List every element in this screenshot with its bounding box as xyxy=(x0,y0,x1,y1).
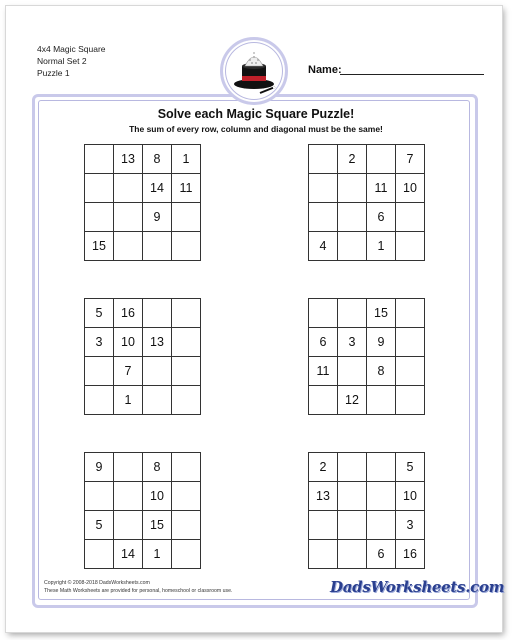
empty-cell[interactable] xyxy=(85,145,114,174)
grid-row xyxy=(309,540,425,569)
empty-cell[interactable] xyxy=(172,299,201,328)
empty-cell[interactable] xyxy=(143,299,172,328)
given-number-cell: 7 xyxy=(396,145,425,174)
given-number-cell: 1 xyxy=(143,540,172,569)
grid-row xyxy=(85,232,201,261)
empty-cell[interactable] xyxy=(309,174,338,203)
given-number-cell: 8 xyxy=(143,453,172,482)
given-number-cell: 5 xyxy=(85,299,114,328)
instructions-subtitle: The sum of every row, column and diagonal must be the same! xyxy=(129,124,383,134)
given-number-cell: 15 xyxy=(143,511,172,540)
empty-cell[interactable] xyxy=(172,232,201,261)
given-number-cell: 1 xyxy=(114,386,143,415)
given-number-cell: 3 xyxy=(338,328,367,357)
given-number-cell: 6 xyxy=(309,328,338,357)
given-number-cell: 6 xyxy=(367,540,396,569)
given-number-cell: 16 xyxy=(114,299,143,328)
empty-cell[interactable] xyxy=(338,357,367,386)
empty-cell[interactable] xyxy=(309,511,338,540)
grid-row xyxy=(85,174,201,203)
empty-cell[interactable] xyxy=(172,357,201,386)
grid-row xyxy=(85,386,201,415)
empty-cell[interactable] xyxy=(172,511,201,540)
grid-row xyxy=(309,357,425,386)
given-number-cell: 16 xyxy=(396,540,425,569)
grid-row xyxy=(85,511,201,540)
empty-cell[interactable] xyxy=(338,482,367,511)
empty-cell[interactable] xyxy=(114,511,143,540)
empty-cell[interactable] xyxy=(396,357,425,386)
magic-square-2 xyxy=(308,144,425,261)
empty-cell[interactable] xyxy=(172,540,201,569)
empty-cell[interactable] xyxy=(172,482,201,511)
grid-row xyxy=(85,328,201,357)
empty-cell[interactable] xyxy=(85,203,114,232)
magic-square-1 xyxy=(84,144,201,261)
grid-row xyxy=(309,453,425,482)
logo-badge xyxy=(220,37,288,105)
empty-cell[interactable] xyxy=(114,482,143,511)
given-number-cell: 4 xyxy=(309,232,338,261)
empty-cell[interactable] xyxy=(309,145,338,174)
given-number-cell: 15 xyxy=(85,232,114,261)
given-number-cell: 8 xyxy=(367,357,396,386)
given-number-cell: 7 xyxy=(114,357,143,386)
grid-row xyxy=(309,328,425,357)
empty-cell[interactable] xyxy=(85,540,114,569)
grid-row xyxy=(309,203,425,232)
given-number-cell: 10 xyxy=(396,482,425,511)
empty-cell[interactable] xyxy=(396,386,425,415)
grid-row xyxy=(85,357,201,386)
grid-row xyxy=(85,453,201,482)
puzzle-label: Puzzle 1 xyxy=(37,68,70,78)
given-number-cell: 11 xyxy=(367,174,396,203)
given-number-cell: 15 xyxy=(367,299,396,328)
given-number-cell: 2 xyxy=(309,453,338,482)
given-number-cell: 11 xyxy=(309,357,338,386)
set-label: Normal Set 2 xyxy=(37,56,87,66)
empty-cell[interactable] xyxy=(85,386,114,415)
given-number-cell: 9 xyxy=(367,328,396,357)
grid-row xyxy=(85,145,201,174)
name-line xyxy=(340,74,484,75)
empty-cell[interactable] xyxy=(85,482,114,511)
given-number-cell: 14 xyxy=(114,540,143,569)
given-number-cell: 13 xyxy=(309,482,338,511)
empty-cell[interactable] xyxy=(396,203,425,232)
magic-top-hat-icon xyxy=(231,46,277,96)
empty-cell[interactable] xyxy=(114,453,143,482)
name-label: Name: xyxy=(308,64,342,76)
empty-cell[interactable] xyxy=(309,386,338,415)
given-number-cell: 5 xyxy=(396,453,425,482)
brand-logo: DadsWorksheets.com xyxy=(330,578,505,596)
given-number-cell: 3 xyxy=(85,328,114,357)
grid-row xyxy=(309,232,425,261)
empty-cell[interactable] xyxy=(172,328,201,357)
empty-cell[interactable] xyxy=(143,386,172,415)
grid-row xyxy=(85,482,201,511)
given-number-cell: 10 xyxy=(114,328,143,357)
empty-cell[interactable] xyxy=(367,386,396,415)
empty-cell[interactable] xyxy=(114,174,143,203)
given-number-cell: 12 xyxy=(338,386,367,415)
grid-row xyxy=(85,540,201,569)
given-number-cell: 10 xyxy=(396,174,425,203)
empty-cell[interactable] xyxy=(172,386,201,415)
empty-cell[interactable] xyxy=(309,540,338,569)
empty-cell[interactable] xyxy=(367,511,396,540)
grid-row xyxy=(309,174,425,203)
empty-cell[interactable] xyxy=(338,453,367,482)
given-number-cell: 1 xyxy=(172,145,201,174)
given-number-cell: 13 xyxy=(143,328,172,357)
empty-cell[interactable] xyxy=(367,482,396,511)
given-number-cell: 10 xyxy=(143,482,172,511)
given-number-cell: 8 xyxy=(143,145,172,174)
empty-cell[interactable] xyxy=(338,511,367,540)
footer-note: These Math Worksheets are provided for personal, homeschool or classroom use. xyxy=(44,588,233,594)
given-number-cell: 2 xyxy=(338,145,367,174)
magic-square-6 xyxy=(308,452,425,569)
given-number-cell: 13 xyxy=(114,145,143,174)
grid-row xyxy=(309,511,425,540)
empty-cell[interactable] xyxy=(172,453,201,482)
grid-row xyxy=(309,482,425,511)
empty-cell[interactable] xyxy=(172,203,201,232)
footer-copyright: Copyright © 2008-2018 DadsWorksheets.com xyxy=(44,580,150,586)
empty-cell[interactable] xyxy=(114,232,143,261)
worksheet-title: 4x4 Magic Square xyxy=(37,44,106,54)
given-number-cell: 5 xyxy=(85,511,114,540)
empty-cell[interactable] xyxy=(367,145,396,174)
empty-cell[interactable] xyxy=(85,174,114,203)
grid-row xyxy=(309,386,425,415)
given-number-cell: 9 xyxy=(85,453,114,482)
empty-cell[interactable] xyxy=(396,328,425,357)
grid-row xyxy=(85,203,201,232)
given-number-cell: 11 xyxy=(172,174,201,203)
given-number-cell: 14 xyxy=(143,174,172,203)
grid-row xyxy=(309,299,425,328)
empty-cell[interactable] xyxy=(309,299,338,328)
magic-square-4 xyxy=(308,298,425,415)
empty-cell[interactable] xyxy=(367,453,396,482)
empty-cell[interactable] xyxy=(396,299,425,328)
given-number-cell: 6 xyxy=(367,203,396,232)
grid-row xyxy=(85,299,201,328)
empty-cell[interactable] xyxy=(338,203,367,232)
magic-square-5 xyxy=(84,452,201,569)
empty-cell[interactable] xyxy=(338,174,367,203)
empty-cell[interactable] xyxy=(85,357,114,386)
empty-cell[interactable] xyxy=(338,232,367,261)
empty-cell[interactable] xyxy=(309,203,338,232)
empty-cell[interactable] xyxy=(114,203,143,232)
grid-row xyxy=(309,145,425,174)
empty-cell[interactable] xyxy=(396,232,425,261)
given-number-cell: 1 xyxy=(367,232,396,261)
empty-cell[interactable] xyxy=(143,232,172,261)
magic-square-3 xyxy=(84,298,201,415)
empty-cell[interactable] xyxy=(338,299,367,328)
given-number-cell: 9 xyxy=(143,203,172,232)
empty-cell[interactable] xyxy=(338,540,367,569)
given-number-cell: 3 xyxy=(396,511,425,540)
instructions-title: Solve each Magic Square Puzzle! xyxy=(157,107,355,121)
empty-cell[interactable] xyxy=(143,357,172,386)
